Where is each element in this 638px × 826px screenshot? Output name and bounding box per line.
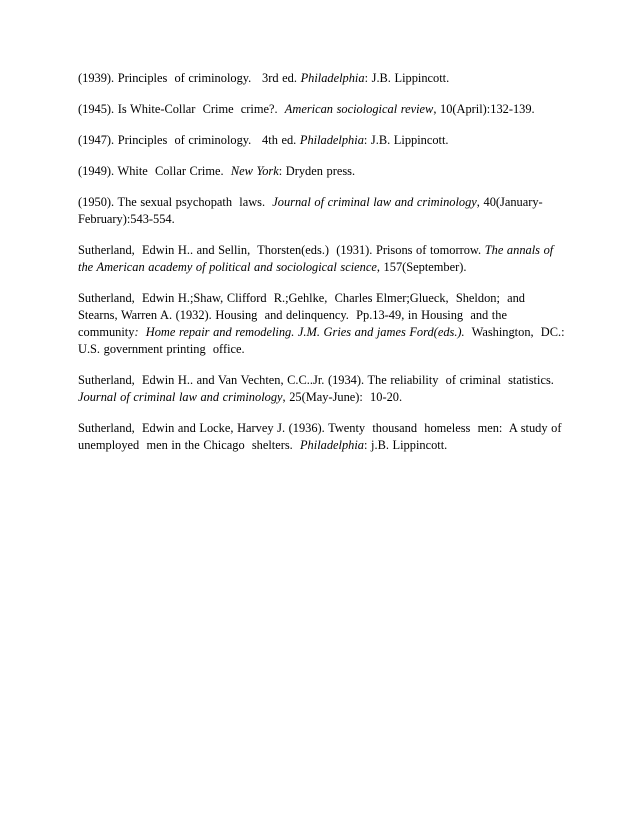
bibliography-entry: [78, 132, 566, 149]
entry-text: (1950). The sexual psychopath laws.: [78, 195, 273, 209]
entry-text: , 25(May-June): 10-20.: [282, 390, 403, 404]
bibliography-entry: [78, 101, 566, 118]
entry-italic-text: New York: [230, 164, 279, 178]
entry-text: , 40(January-February):543-554.: [78, 195, 543, 226]
entry-text: (1949). White Collar Crime.: [78, 164, 231, 178]
entry-italic-text: Philadelphia: [300, 71, 365, 85]
entry-italic-text: Journal of criminal law and criminology: [78, 390, 283, 404]
entry-text: (1939). Principles of criminology. 3rd ed.: [78, 71, 301, 85]
entry-text: : Dryden press.: [278, 164, 356, 178]
entry-italic-text: Philadelphia: [299, 133, 364, 147]
bibliography-entry: [78, 194, 566, 228]
entry-text: : j.B. Lippincott.: [364, 438, 448, 452]
bibliography-entry: [78, 163, 566, 180]
entry-italic-text: Philadelphia: [299, 438, 364, 452]
bibliography-entry: [78, 70, 566, 87]
entry-italic-text: Journal of criminal law and criminology: [272, 195, 477, 209]
entry-text: Sutherland, Edwin H.;Shaw, Clifford R.;Gehlke, Charles Elmer;Glueck, Sheldon; and Stearns, Warren A. (1932). Housing and delinquency. Pp.13-49, in Housing and the community: [78, 291, 529, 339]
bibliography-entry: [78, 420, 566, 454]
bibliography-entry: [78, 242, 566, 276]
entry-text: Washington, DC.: U.S. government printing office.: [78, 325, 569, 356]
entry-text: Sutherland, Edwin and Locke, Harvey J. (1936). Twenty thousand homeless men: A study of unemployed men in the Chicago shelters.: [78, 421, 566, 452]
entry-italic-text: The annals of the American academy of political and sociological science: [78, 243, 557, 274]
entry-text: Sutherland, Edwin H.. and Sellin, Thorsten(eds.) (1931). Prisons of tomorrow.: [78, 243, 485, 257]
entry-text: , 10(April):132-139.: [433, 102, 535, 116]
entry-text: , 157(September).: [376, 260, 467, 274]
entry-italic-text: : Home repair and remodeling. J.M. Gries and james Ford(eds.).: [134, 325, 465, 339]
entry-text: : J.B. Lippincott.: [364, 71, 450, 85]
entry-italic-text: American sociological review: [284, 102, 434, 116]
bibliography-entry: [78, 290, 569, 358]
entry-text: (1945). Is White-Collar Crime crime?.: [78, 102, 285, 116]
entry-text: : J.B. Lippincott.: [363, 133, 449, 147]
bibliography-list: [78, 70, 569, 454]
bibliography-entry: [78, 372, 566, 406]
entry-text: (1947). Principles of criminology. 4th ed.: [78, 133, 300, 147]
entry-text: Sutherland, Edwin H.. and Van Vechten, C.C..Jr. (1934). The reliability of criminal statistics.: [78, 373, 558, 387]
